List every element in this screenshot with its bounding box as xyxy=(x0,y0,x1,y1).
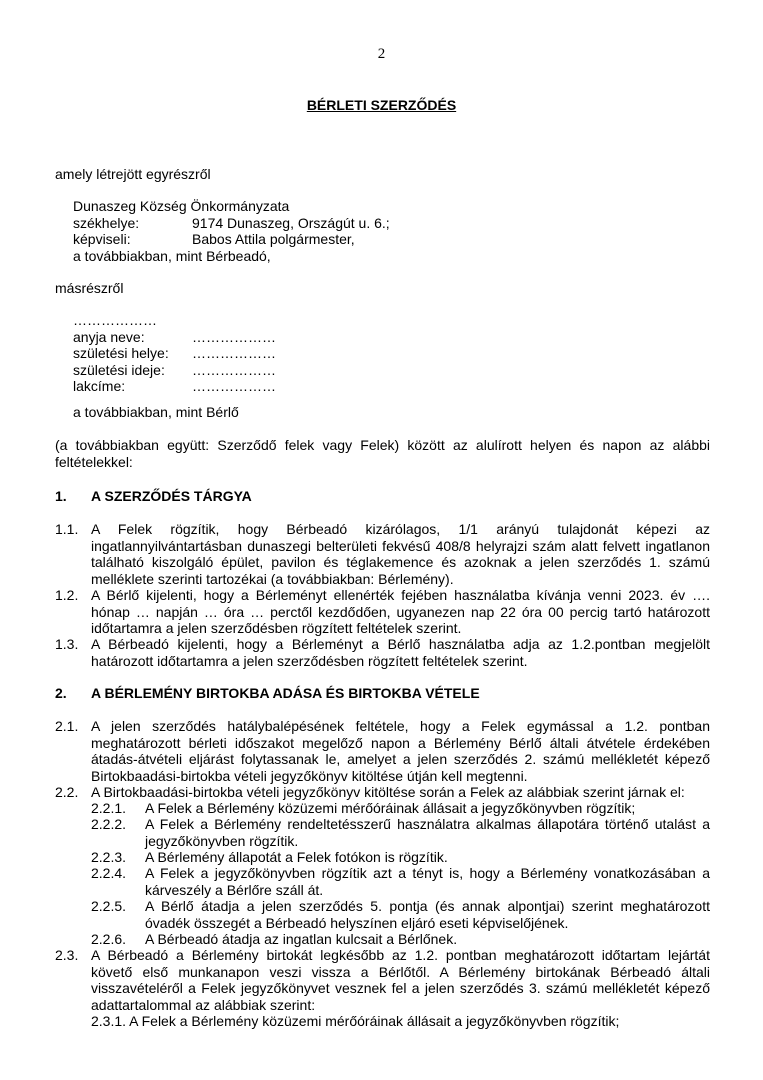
item-2-2-4-number: 2.2.4. xyxy=(91,865,127,881)
lessee-name: ……………… xyxy=(73,312,157,328)
item-2-2-5: A Bérlő átadja a jelen szerződés 5. pontja (és annak alpontjai) szerint meghatározott óvadék összegét a Bérbeadó helyszínen eljáró eseti képviselőjének. xyxy=(145,898,710,931)
lessor-rep-label: képviseli: xyxy=(73,231,131,247)
para-2-3-number: 2.3. xyxy=(55,947,79,963)
lessee-birthdate-label: születési ideje: xyxy=(73,361,165,378)
section-1-number: 1. xyxy=(55,488,67,504)
lessor-role: a továbbiakban, mint Bérbeadó, xyxy=(73,247,271,264)
item-2-2-5-number: 2.2.5. xyxy=(91,898,127,914)
lessor-block xyxy=(73,198,673,264)
intro-text: amely létrejött egyrészről xyxy=(55,166,211,182)
lessee-birthdate-row xyxy=(73,362,673,379)
section-2-title: A BÉRLEMÉNY BIRTOKBA ADÁSA ÉS BIRTOKBA VÉTELE xyxy=(91,685,480,701)
item-2-2-6-number: 2.2.6. xyxy=(91,931,127,947)
lessee-mother-value: ……………… xyxy=(192,328,276,345)
para-2-2: A Birtokbaadási-birtokba vételi jegyzőkönyv kitöltése során a Felek az alábbiak szerint járnak el: xyxy=(91,784,685,800)
parties-line-1: (a továbbiakban együtt: Szerződő felek vagy Felek) között az alulírott helyen és napon az alábbi xyxy=(55,437,710,453)
item-2-2-2-number: 2.2.2. xyxy=(91,816,127,832)
para-2-3: A Bérbeadó a Bérlemény birtokát legkésőbb az 1.2. pontban meghatározott időtartam lejártát követő első munkanapon veszi vissza a Bérlőtől. A Bérlemény birtokának Bérbeadó általi visszavételéről a Felek jegyzőkönyvet vesznek fel a jelen szerződés 3. számú mellékletét képező adattartalommal az alábbiak szerint: xyxy=(91,947,710,1013)
item-2-2-1-number: 2.2.1. xyxy=(91,800,127,816)
lessee-block xyxy=(73,312,673,395)
document-title: BÉRLETI SZERZŐDÉS xyxy=(306,97,457,113)
lessor-seat-label: székhelye: xyxy=(73,214,140,231)
lessee-birthplace-label: születési helye: xyxy=(73,345,169,361)
lessor-name: Dunaszeg Község Önkormányzata xyxy=(73,198,290,214)
lessee-birthplace-value: ……………… xyxy=(192,345,276,361)
parties-line-2: feltételekkel: xyxy=(55,454,133,470)
para-2-2-number: 2.2. xyxy=(55,784,79,800)
para-2-1: A jelen szerződés hatálybalépésének feltétele, hogy a Felek egymással a 1.2. pontban meghatározott bérleti időszakot megelőző napon a Bérlemény Bérlő általi átvétele érdekében átadás-átvételi eljárást folytassanak le, amelyet a jelen szerződés 2. számú mellékletét képező Birtokbaadási-birtokba vételi jegyzőkönyv kitöltése útján kell megtenni. xyxy=(91,718,710,784)
lessee-address-value: ……………… xyxy=(192,378,276,394)
para-1-2-number: 1.2. xyxy=(55,587,79,603)
lessee-birthdate-value: ……………… xyxy=(192,361,276,378)
para-2-1-number: 2.1. xyxy=(55,718,79,734)
lessee-mother-label: anyja neve: xyxy=(73,328,145,345)
section-1-title: A SZERZŐDÉS TÁRGYA xyxy=(91,488,252,504)
para-1-2: A Bérlő kijelenti, hogy a Bérleményt ellenérték fejében használatba kívánja venni 2023. év …. hónap … napján … óra … perctől kezdődően, ugyanezen nap 22 óra 00 percig tartó határozott időtartamra a jelen szerződésben rögzített feltételek szerint. xyxy=(91,587,710,636)
lessee-mother-row xyxy=(73,329,673,346)
other-side-text: másrészről xyxy=(55,280,124,296)
lessee-address-label: lakcíme: xyxy=(73,378,126,394)
para-1-1-number: 1.1. xyxy=(55,521,79,537)
lessee-address-row xyxy=(73,378,673,395)
item-2-2-4: A Felek a jegyzőkönyvben rögzítik azt a tényt is, hogy a Bérlemény vonatkozásában a kárveszély a Bérlőre száll át. xyxy=(145,865,710,898)
item-2-2-2: A Felek a Bérlemény rendeltetésszerű használatra alkalmas állapotára történő utalást a jegyzőkönyvben rögzítik. xyxy=(145,816,710,849)
page-number: 2 xyxy=(377,46,386,62)
lessor-seat-row xyxy=(73,215,673,232)
section-2-number: 2. xyxy=(55,685,67,701)
item-2-2-6: A Bérbeadó átadja az ingatlan kulcsait a Bérlőnek. xyxy=(145,931,458,947)
item-2-3-1: 2.3.1. A Felek a Bérlemény közüzemi mérőóráinak állásait a jegyzőkönyvben rögzítik; xyxy=(91,1013,620,1029)
para-1-1: A Felek rögzítik, hogy Bérbeadó kizárólagos, 1/1 arányú tulajdonát képezi az ingatlannyilvántartásban dunaszegi belterületi fekvésű 408/8 helyrajzi szám alatt felvett ingatlanon található kiszolgáló épület, pavilon és téglakemence és azoknak a jelen szerződés 1. számú melléklete szerinti tartozékai (a továbbiakban: Bérlemény). xyxy=(91,521,710,587)
lessee-role: a továbbiakban, mint Bérlő xyxy=(73,404,239,420)
para-1-3: A Bérbeadó kijelenti, hogy a Bérleményt a Bérlő használatba adja az 1.2.pontban megjelölt határozott időtartamra a jelen szerződésben rögzített feltételek szerint. xyxy=(91,636,710,669)
lessee-birthplace-row xyxy=(73,345,673,362)
item-2-2-3-number: 2.2.3. xyxy=(91,849,127,865)
item-2-2-1: A Felek a Bérlemény közüzemi mérőóráinak állásait a jegyzőkönyvben rögzítik; xyxy=(145,800,636,816)
lessor-rep-row xyxy=(73,231,673,248)
lessor-rep-value: Babos Attila polgármester, xyxy=(192,231,355,247)
lessor-seat-value: 9174 Dunaszeg, Országút u. 6.; xyxy=(192,214,390,231)
item-2-2-3: A Bérlemény állapotát a Felek fotókon is rögzítik. xyxy=(145,849,448,865)
para-1-3-number: 1.3. xyxy=(55,636,79,652)
